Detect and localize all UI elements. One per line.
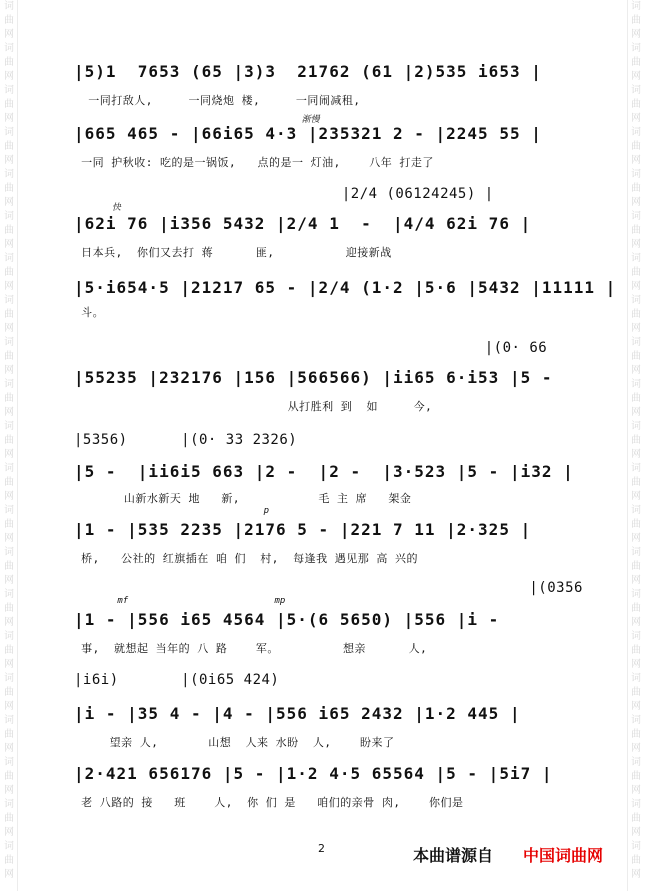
expression-mark: p bbox=[74, 506, 270, 516]
expression-mark: 快 bbox=[74, 203, 121, 213]
source-credit-label: 本曲谱源自 bbox=[413, 846, 494, 865]
lyrics-line: 一同 护秋收: 吃的是一锅饭, 点的是一 灯油, 八年 打走了 bbox=[74, 156, 434, 169]
notation-line: |55235 |232176 |156 |566566) |ii65 6·i53 |5 - bbox=[74, 368, 553, 387]
lyrics-line: 望亲 人, 山想 人来 水盼 人, 盼来了 bbox=[74, 736, 395, 749]
notation-line: |62i 76 |i356 5432 |2/4 1 - |4/4 62i 76 | bbox=[74, 214, 532, 233]
expression-mark: 渐慢 bbox=[74, 115, 320, 125]
notation-line: |5 - |ii6i5 663 |2 - |2 - |3·523 |5 - |i32 | bbox=[74, 462, 574, 481]
notation-line: |2·421 656176 |5 - |1·2 4·5 65564 |5 - |5i7 | bbox=[74, 764, 553, 783]
watermark-column-left: 词曲网词曲网词曲网词曲网词曲网词曲网词曲网词曲网词曲网词曲网词曲网词曲网词曲网词曲网词曲网词曲网词曲网词曲网词曲网词曲网词曲网 bbox=[4, 1, 14, 880]
upper-line: |(0356 bbox=[74, 580, 583, 596]
notation-line: |1 - |556 i65 4564 |5·(6 5650) |556 |i - bbox=[74, 610, 500, 629]
lyrics-line: 从打胜利 到 如 今, bbox=[74, 400, 433, 413]
lyrics-line: 事, 就想起 当年的 八 路 军。 想亲 人, bbox=[74, 642, 428, 655]
lyrics-line: 斗。 bbox=[74, 306, 105, 319]
source-site-name: 中国词曲网 bbox=[523, 846, 604, 865]
lyrics-line: 山新水新天 地 新, 毛 主 席 架金 bbox=[74, 492, 412, 505]
expression-mark: mf mp bbox=[74, 596, 286, 606]
notation-line: |1 - |535 2235 |2176 5 - |221 7 11 |2·325 | bbox=[74, 520, 532, 539]
upper-line: |5356) |(0· 33 2326) bbox=[74, 432, 298, 448]
notation-line: |i - |35 4 - |4 - |556 i65 2432 |1·2 445 | bbox=[74, 704, 521, 723]
watermark-column-right: 词曲网词曲网词曲网词曲网词曲网词曲网词曲网词曲网词曲网词曲网词曲网词曲网词曲网词曲网词曲网词曲网词曲网词曲网词曲网词曲网词曲网 bbox=[631, 1, 641, 880]
upper-line: |i6i) |(0i65 424) bbox=[74, 672, 280, 688]
lyrics-line: 日本兵, 你们又去打 蒋 匪, 迎接新战 bbox=[74, 246, 392, 259]
upper-line: |(0· 66 bbox=[74, 340, 548, 356]
notation-line: |5)1 7653 (65 |3)3 21762 (61 |2)535 i653 | bbox=[74, 62, 542, 81]
upper-line: |2/4 (06124245) | bbox=[74, 186, 494, 202]
watermark-rule-right bbox=[627, 0, 628, 891]
watermark-rule-left bbox=[17, 0, 18, 891]
notation-line: |5·i654·5 |21217 65 - |2/4 (1·2 |5·6 |5432 |11111 | bbox=[74, 278, 617, 297]
lyrics-line: 老 八路的 接 班 人, 你 们 是 咱们的亲骨 肉, 你们是 bbox=[74, 796, 464, 809]
page-number: 2 bbox=[318, 842, 325, 855]
lyrics-line: 桥, 公社的 红旗插在 咱 们 村, 每逢我 遇见那 高 兴的 bbox=[74, 552, 418, 565]
notation-line: |665 465 - |66i65 4·3 |235321 2 - |2245 55 | bbox=[74, 124, 542, 143]
lyrics-line: 一同打敌人, 一同烧炮 楼, 一同闹减租, bbox=[74, 94, 361, 107]
